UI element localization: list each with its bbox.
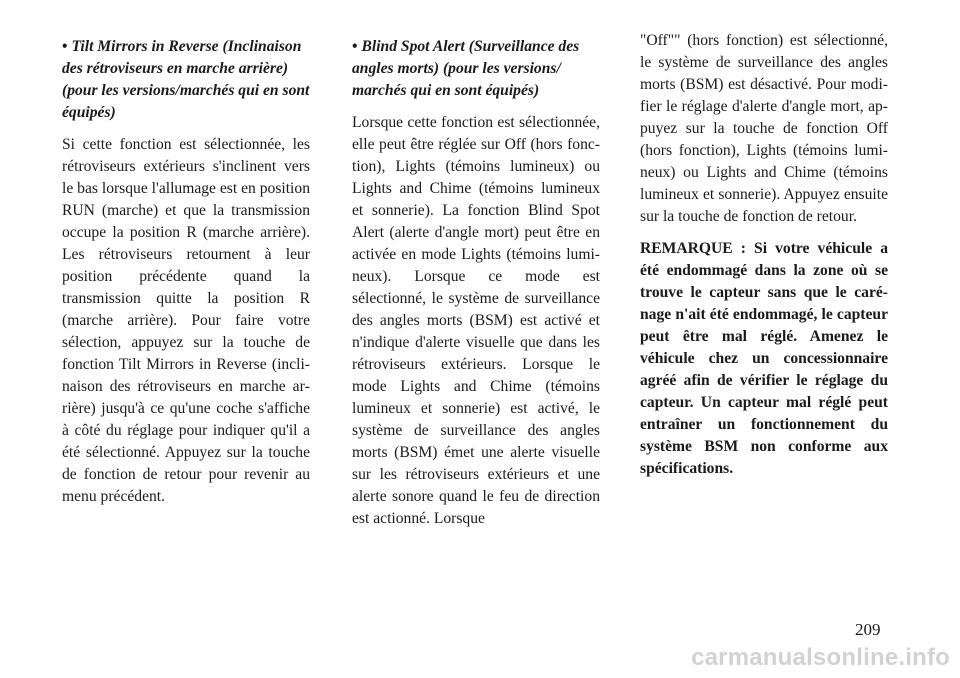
paragraph-blind-spot-continued: "Off"" (hors fonction) est sélectionné, le système de surveillance des angles morts (BSM) est désactivé. Pour modifier le réglage d'alerte d'angle mort, appuyez sur la touche de fonction Off (hors fonction), Lights (témoins lumineux) ou Lights and Chime (témoins lumineux et sonnerie). Appuyez ensuite sur la touche de fonction de retour. [640, 32, 888, 225]
watermark-logo: carmanualsonline.info [691, 644, 950, 671]
note-paragraph: REMARQUE : Si votre véhicule a été endommagé dans la zone où se trouve le capteur sans que le carénage n'ait été endommagé, le capteur peut être mal réglé. Amenez le véhicule chez un concessionnaire agréé afin de vérifier le réglage du capteur. Un capteur mal réglé peut entraîner un fonctionnement du système BSM non conforme aux spécifications. [640, 240, 888, 477]
column-middle [352, 30, 600, 540]
bullet-icon: • [352, 38, 358, 55]
bullet-icon: • [62, 38, 68, 55]
heading-text: Tilt Mirrors in Reverse (Inclinaison des rétroviseurs en marche arrière) (pour les versions/marchés qui en sont équipés) [62, 38, 310, 121]
paragraph-tilt-mirrors: Si cette fonction est sélectionnée, les rétroviseurs extérieurs s'inclinent vers le bas lorsque l'allumage est en position RUN (marche) et que la transmission occupe la position R (marche arrière). Les rétroviseurs retournent à leur position précédente quand la transmission quitte la position R (marche arrière). Pour faire votre sélection, appuyez sur la touche de fonction Tilt Mirrors in Reverse (inclinaison des rétroviseurs en marche arrière) jusqu'à ce qu'une coche s'affiche à côté du réglage pour indiquer qu'il a été sélectionné. Appuyez sur la touche de fonction de retour pour revenir au menu précédent. [62, 136, 310, 505]
column-right [640, 30, 888, 490]
section-heading-tilt-mirrors [62, 36, 310, 124]
heading-text: Blind Spot Alert (Surveillance des angles morts) (pour les versions/ marchés qui en sont équipés) [352, 38, 580, 99]
column-left [62, 30, 310, 518]
page-number: 209 [855, 620, 881, 639]
paragraph-blind-spot-alert: Lorsque cette fonction est sélectionnée, elle peut être réglée sur Off (hors fonction), Lights (témoins lumineux) ou Lights and Chime (témoins lumineux et sonnerie). La fonction Blind Spot Alert (alerte d'angle mort) peut être en activée en mode Lights (témoins lumineux). Lorsque ce mode est sélectionné, le système de surveillance des angles morts (BSM) est activé et n'indique d'alerte visuelle que dans les rétroviseurs extérieurs. Lorsque le mode Lights and Chime (témoins lumineux et sonnerie) est activé, le système de surveillance des angles morts (BSM) émet une alerte visuelle sur les rétroviseurs extérieurs et une alerte sonore quand le feu de direction est actionné. Lorsque [352, 114, 600, 527]
section-heading-blind-spot-alert [352, 36, 600, 102]
